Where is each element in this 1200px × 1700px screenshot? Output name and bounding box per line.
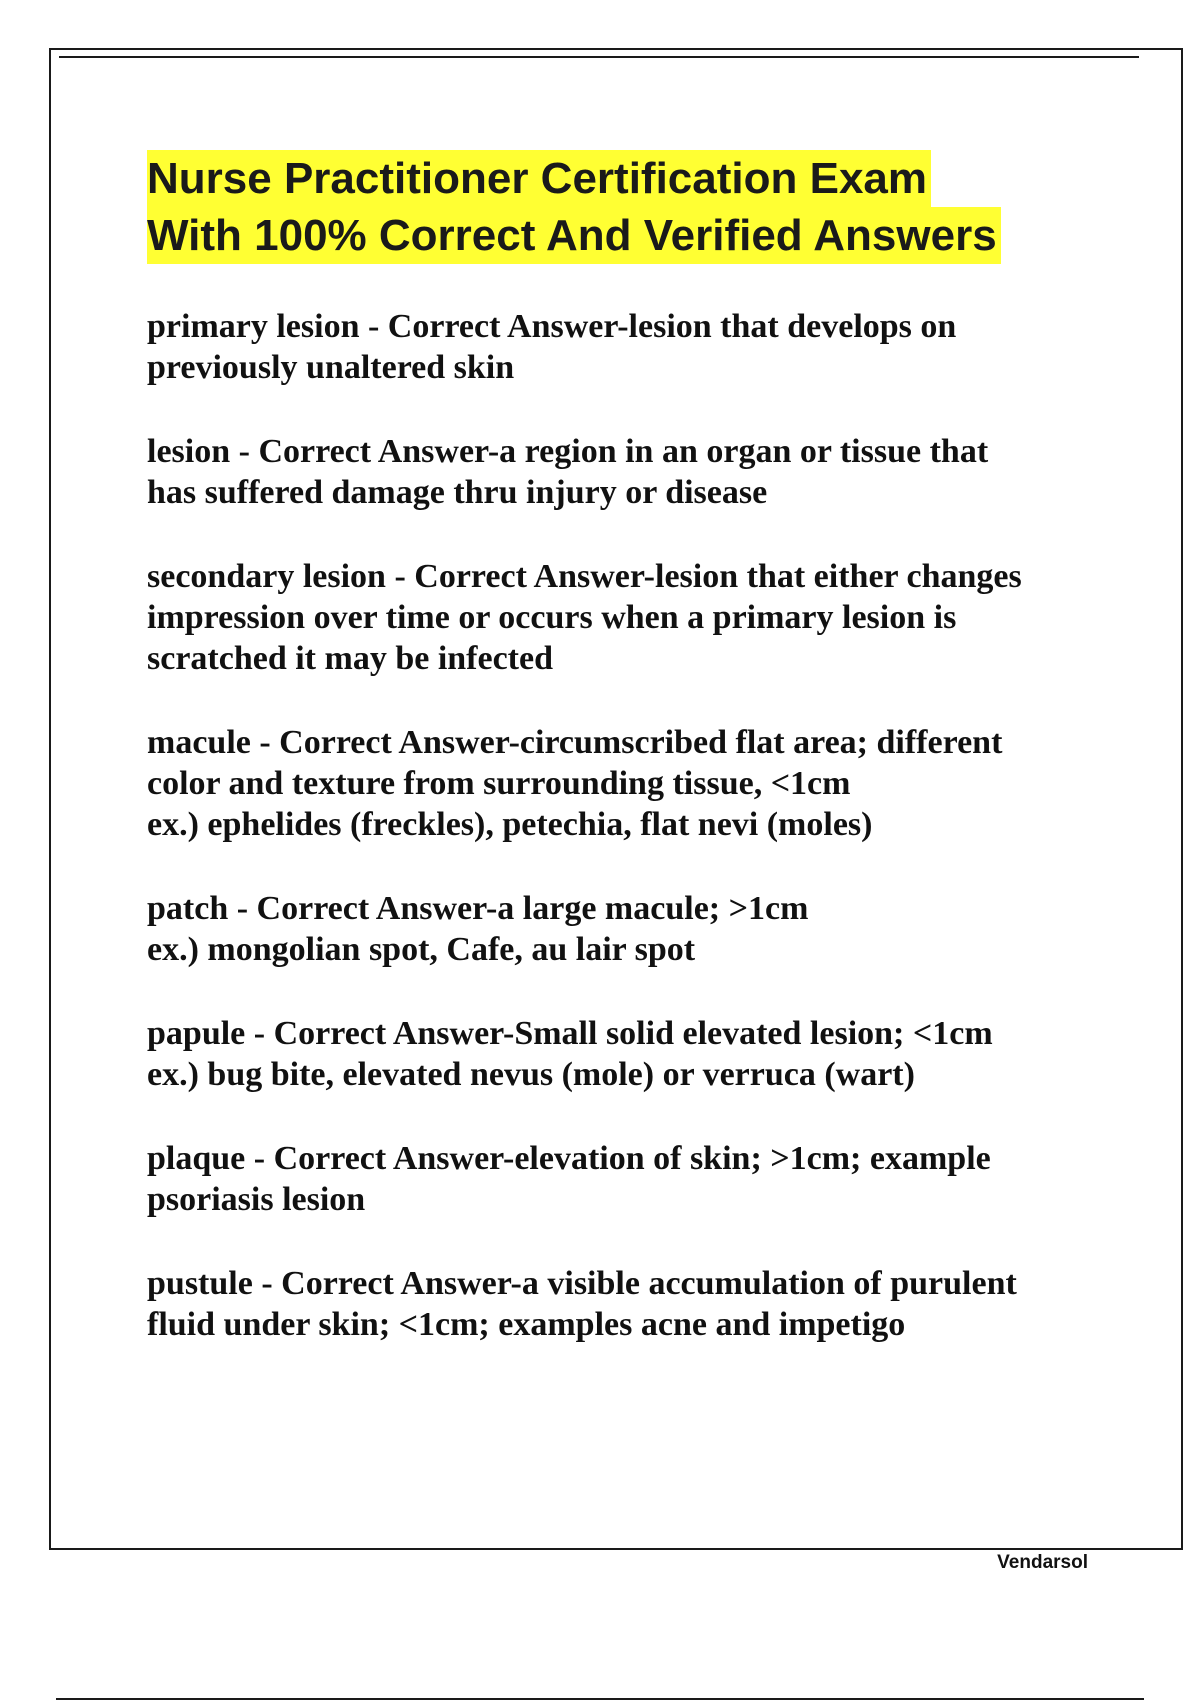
entry-line: color and texture from surrounding tissue, <1cm — [147, 765, 851, 802]
entry-line: papule - Correct Answer-Small solid elevated lesion; <1cm — [147, 1015, 993, 1052]
entry-line: primary lesion - Correct Answer-lesion that develops on — [147, 308, 957, 345]
entry-line: psoriasis lesion — [147, 1181, 366, 1218]
entry-line: fluid under skin; <1cm; examples acne and impetigo — [147, 1306, 906, 1343]
document-content — [147, 150, 1137, 1388]
entry-line: ex.) ephelides (freckles), petechia, flat nevi (moles) — [147, 806, 873, 843]
qa-entry-secondary-lesion — [147, 556, 1137, 679]
entry-line: impression over time or occurs when a primary lesion is — [147, 599, 957, 636]
title-line-2: With 100% Correct And Verified Answers — [147, 207, 1001, 264]
document-title — [147, 150, 1137, 264]
entry-line: ex.) mongolian spot, Cafe, au lair spot — [147, 931, 696, 968]
entry-line: secondary lesion - Correct Answer-lesion that either changes — [147, 558, 1022, 595]
document-page — [49, 48, 1183, 1573]
title-line-1: Nurse Practitioner Certification Exam — [147, 150, 931, 207]
entry-line: scratched it may be infected — [147, 640, 554, 677]
entry-line: lesion - Correct Answer-a region in an organ or tissue that — [147, 433, 989, 470]
header-rule — [59, 56, 1139, 58]
qa-entry-pustule — [147, 1263, 1137, 1345]
qa-entry-lesion — [147, 431, 1137, 513]
qa-entry-papule — [147, 1013, 1137, 1095]
qa-entry-macule — [147, 722, 1137, 845]
entry-line: pustule - Correct Answer-a visible accumulation of purulent — [147, 1265, 1017, 1302]
entry-line: ex.) bug bite, elevated nevus (mole) or verruca (wart) — [147, 1056, 915, 1093]
entry-line: previously unaltered skin — [147, 349, 515, 386]
qa-entry-plaque — [147, 1138, 1137, 1220]
qa-entry-primary-lesion — [147, 306, 1137, 388]
qa-entry-patch — [147, 888, 1137, 970]
entry-line: patch - Correct Answer-a large macule; >1cm — [147, 890, 809, 927]
footer-brand: Vendarsol — [997, 1552, 1088, 1573]
entry-line: macule - Correct Answer-circumscribed flat area; different — [147, 724, 1003, 761]
entry-line: has suffered damage thru injury or disease — [147, 474, 768, 511]
qa-entries — [147, 306, 1137, 1345]
entry-line: plaque - Correct Answer-elevation of skin; >1cm; example — [147, 1140, 991, 1177]
